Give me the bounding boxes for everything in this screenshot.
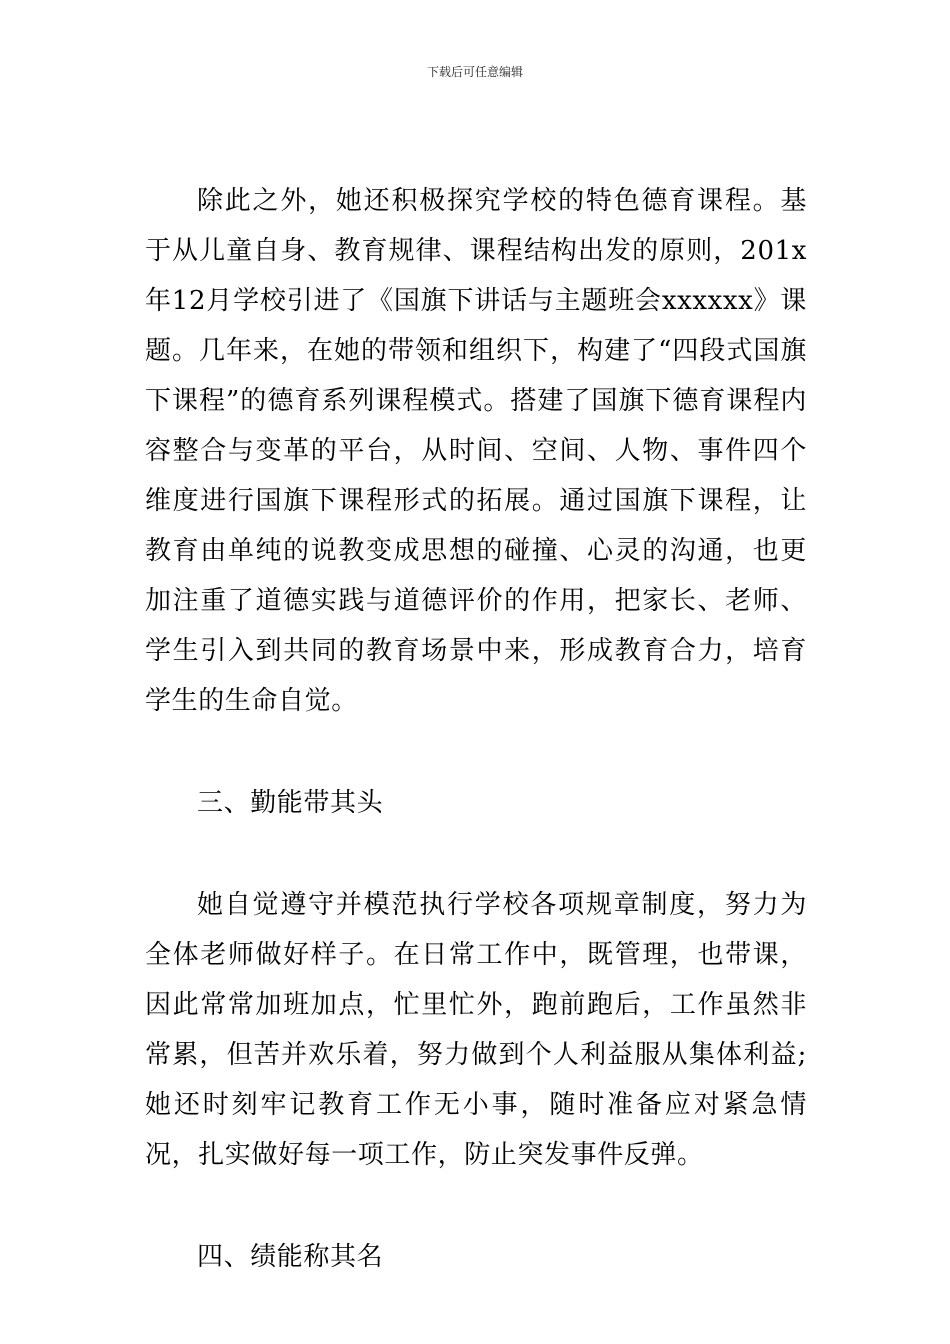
document-body [145,176,807,1282]
section-heading-3: 三、勤能带其头 [197,788,384,818]
paragraph-moral-curriculum: 除此之外，她还积极探究学校的特色德育课程。基于从儿童自身、教育规律、课程结构出发的原则，201x年12月学校引进了《国旗下讲话与主题班会xxxxxx》课题。几年来，在她的带领和组织下，构建了“四段式国旗下课程”的德育系列课程模式。搭建了国旗下德育课程内容整合与变革的平台，从时间、空间、人物、事件四个维度进行国旗下课程形式的拓展。通过国旗下课程，让教育由单纯的说教变成思想的碰撞、心灵的沟通，也更加注重了道德实践与道德评价的作用，把家长、老师、学生引入到共同的教育场景中来，形成教育合力，培育学生的生命自觉。 [145,186,807,716]
paragraph-diligence: 她自觉遵守并模范执行学校各项规章制度，努力为全体老师做好样子。在日常工作中，既管理，也带课，因此常常加班加点，忙里忙外，跑前跑后，工作虽然非常累，但苦并欢乐着，努力做到个人利益服从集体利益;她还时刻牢记教育工作无小事，随时准备应对紧急情况，扎实做好每一项工作，防止突发事件反弹。 [145,890,807,1170]
section-heading-4: 四、绩能称其名 [197,1242,384,1272]
header-note: 下载后可任意编辑 [426,65,523,79]
